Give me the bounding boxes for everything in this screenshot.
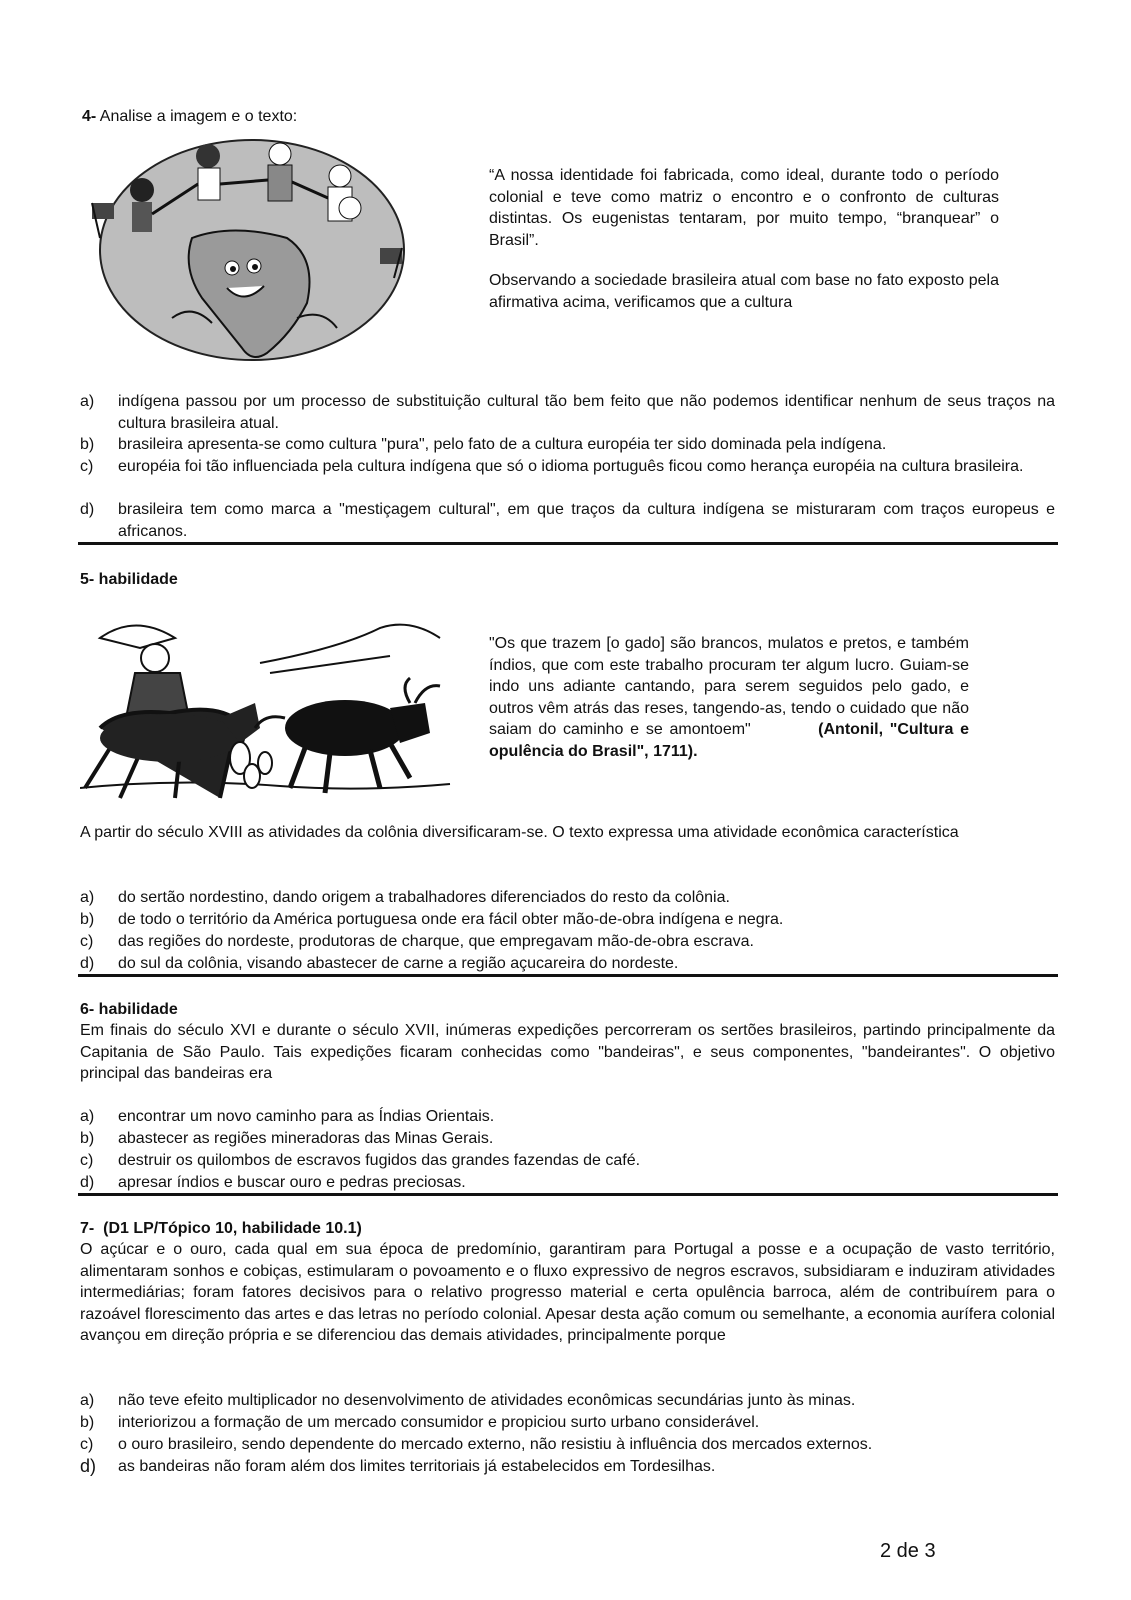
option-letter: d) [80, 1174, 95, 1191]
q5-quote-text: "Os que trazem [o gado] são brancos, mulatos e pretos, e também índios, que com este trabalho procuram ter algum lucro. Guiam-se indo uns adiante cantando, para serem seguidos pelo gado, e outros vêm atrás das reses, tangendo-as, tendo o cuidado que não saiam do caminho e se amontoem" [489, 635, 969, 738]
option-text: européia foi tão influenciada pela cultura indígena que só o idioma português ficou como herança européia na cultura brasileira. [118, 458, 1024, 475]
q4-option-d [80, 499, 1055, 542]
q5-quote [489, 633, 969, 762]
q4-illustration-children-around-brazil [82, 128, 412, 368]
q5-illustration-cattle-drover [80, 608, 455, 803]
option-text: abastecer as regiões mineradoras das Minas Gerais. [118, 1130, 494, 1147]
option-letter: a) [80, 393, 95, 410]
section-divider [78, 542, 1058, 545]
option-letter: c) [80, 1436, 94, 1453]
q7-heading: 7- (D1 LP/Tópico 10, habilidade 10.1) [80, 1220, 362, 1237]
option-letter: b) [80, 1414, 95, 1431]
option-letter: b) [80, 911, 95, 928]
q7-prompt: O açúcar e o ouro, cada qual em sua época de predomínio, garantiram para Portugal a posse e a ocupação de vasto território, alimentaram sonhos e cobiças, estimularam o povoamento e o fluxo expressivo de negros escravos, subsidiaram e induziram atividades intermediárias; foram fatores decisivos para o relativo progresso material e certa opulência barroca, além de contribuírem para o razoável florescimento das artes e das letras no período colonial. Apesar desta ação comum ou semelhante, a economia aurífera colonial avançou em direção própria e se diferenciou das demais atividades, principalmente porque [80, 1241, 1055, 1344]
option-letter: c) [80, 933, 94, 950]
q4-option-a [80, 391, 1055, 434]
page-number: 2 de 3 [880, 1540, 936, 1562]
q4-option-b [80, 434, 1055, 456]
option-text: destruir os quilombos de escravos fugidos das grandes fazendas de café. [118, 1152, 641, 1169]
q4-number: 4- [82, 108, 97, 125]
q7-option-b [80, 1412, 1055, 1434]
option-letter: d) [80, 955, 95, 972]
q5-option-c [80, 931, 1055, 953]
option-letter: d) [80, 501, 95, 518]
q6-prompt: Em finais do século XVI e durante o século XVII, inúmeras expedições percorreram os sertões brasileiros, partindo principalmente da Capitania de São Paulo. Tais expedições ficaram conhecidas como "bandeiras", e seus componentes, "bandeirantes". O objetivo principal das bandeiras era [80, 1022, 1055, 1082]
q7-option-a [80, 1390, 1055, 1412]
q6-option-b [80, 1128, 1055, 1150]
q5-option-a [80, 887, 1055, 909]
q4-prompt: Observando a sociedade brasileira atual com base no fato exposto pela afirmativa acima, verificamos que a cultura [489, 272, 999, 311]
option-letter: c) [80, 1152, 94, 1169]
q7-option-d [80, 1456, 1055, 1478]
option-text: de todo o território da América portuguesa onde era fácil obter mão-de-obra indígena e negra. [118, 911, 784, 928]
option-text: brasileira apresenta-se como cultura "pura", pelo fato de a cultura européia ter sido dominada pela indígena. [118, 436, 887, 453]
option-letter: a) [80, 1392, 95, 1409]
q5-option-b [80, 909, 1055, 931]
option-text: encontrar um novo caminho para as Índias Orientais. [118, 1108, 495, 1125]
section-divider [78, 1193, 1058, 1196]
option-text: apresar índios e buscar ouro e pedras preciosas. [118, 1174, 466, 1191]
option-letter: b) [80, 436, 95, 453]
q7-option-c [80, 1434, 1055, 1456]
q4-option-c [80, 456, 1055, 478]
option-letter: d) [80, 1456, 97, 1476]
option-letter: a) [80, 1108, 95, 1125]
q6-option-d [80, 1172, 1055, 1194]
option-text: indígena passou por um processo de substituição cultural tão bem feito que não podemos identificar nenhum de seus traços na cultura brasileira atual. [118, 393, 1055, 432]
option-letter: c) [80, 458, 94, 475]
q6-option-a [80, 1106, 1055, 1128]
option-letter: b) [80, 1130, 95, 1147]
option-text: interiorizou a formação de um mercado consumidor e propiciou surto urbano considerável. [118, 1414, 760, 1431]
q5-citation: (Antonil, "Cultura e opulência do Brasil", 1711). [489, 721, 969, 760]
q4-header [82, 106, 297, 128]
option-text: brasileira tem como marca a "mestiçagem cultural", em que traços da cultura indígena se misturaram com traços europeus e africanos. [118, 501, 1055, 540]
q4-intro: Analise a imagem e o texto: [99, 108, 298, 125]
option-text: o ouro brasileiro, sendo dependente do mercado externo, não resistiu à influência dos mercados externos. [118, 1436, 873, 1453]
q4-quote: “A nossa identidade foi fabricada, como ideal, durante todo o período colonial e teve como matriz o encontro e o confronto de culturas distintas. Os eugenistas tentaram, por muito tempo, “branquear” o Brasil”. [489, 167, 999, 249]
option-text: do sul da colônia, visando abastecer de carne a região açucareira do nordeste. [118, 955, 679, 972]
option-text: do sertão nordestino, dando origem a trabalhadores diferenciados do resto da colônia. [118, 889, 730, 906]
option-letter: a) [80, 889, 95, 906]
option-text: as bandeiras não foram além dos limites territoriais já estabelecidos em Tordesilhas. [118, 1458, 716, 1475]
q6-heading: 6- habilidade [80, 1001, 178, 1018]
option-text: das regiões do nordeste, produtoras de charque, que empregavam mão-de-obra escrava. [118, 933, 754, 950]
q5-option-d [80, 953, 1055, 975]
q5-prompt: A partir do século XVIII as atividades da colônia diversificaram-se. O texto expressa uma atividade econômica característica [80, 824, 959, 841]
option-text: não teve efeito multiplicador no desenvolvimento de atividades econômicas secundárias junto às minas. [118, 1392, 856, 1409]
section-divider [78, 974, 1058, 977]
q6-option-c [80, 1150, 1055, 1172]
q5-heading: 5- habilidade [80, 571, 178, 588]
